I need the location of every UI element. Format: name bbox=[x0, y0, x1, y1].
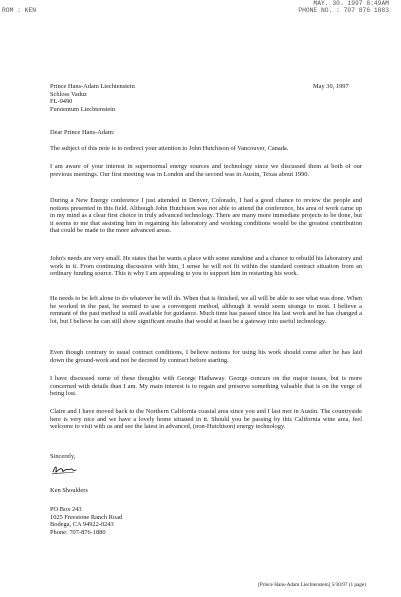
signer-name: Ken Shoulders bbox=[50, 487, 88, 494]
fax-phone: PHONE NO. : 707 876 1883 bbox=[298, 7, 389, 14]
handwritten-signature bbox=[50, 462, 80, 478]
paragraph: I have discussed some of these thoughts with George Hathaway. George concurs on the major issues, but is more concerned with details than I am. My main interest is to regain and preserve something valuable that is on the verge of being lost. bbox=[50, 375, 362, 398]
closing: Sincerely, bbox=[50, 453, 76, 460]
contact-line: 1025 Freestone Ranch Road bbox=[50, 513, 123, 521]
contact-block bbox=[50, 506, 122, 536]
paragraph: I am aware of your interest in supernormal energy sources and technology since we discussed them at both of our previous meetings. Our first meeting was in London and the second was in Austin, Texas about 1990. bbox=[50, 163, 362, 178]
paragraph: He needs to be left alone to do whatever he will do. When that is finished, we all will be able to see what was done. When he worked in the past, he seemed to use a convergent method, although it would seem strange to most. I believe a remnant of the past method is still available for guidance. Much time has passed since his last work and he has changed a lot, but I believe he can still show significant results that would at least be a gateway into useful technology. bbox=[50, 295, 362, 325]
paragraph: Even though contrary to usual contract conditions, I believe notions for using his work should come after he has laid down the ground-work and not be decreed by contract before starting. bbox=[50, 349, 362, 364]
paragraph: During a New Energy conference I just attended in Denver, Colorado, I had a good chance to review the people and notions presented in this field. Although John Hutchison was not able to attend the conference, his area of work came up in my mind as a clear first choice in truly advanced technology. There are many more immediate projects to be done, but it seems to me that assisting him in regaining his laboratory and working conditions would be the greatest contribution that could be made to the more advanced areas. bbox=[50, 197, 362, 235]
salutation: Dear Prince Hans-Adam: bbox=[50, 129, 115, 136]
recipient-address bbox=[50, 83, 135, 113]
recipient-line: Furstentum Liechtenstein bbox=[50, 105, 116, 113]
paragraph: John's needs are very small. He states that he wants a place with some sunshine and a chance to rebuild his laboratory and work in it. From continuing discussion with him, I sense he will not fit within the standard contract situation from an ordinary funding source. This is why I am appealing to you to support him in restarting his work. bbox=[50, 255, 362, 278]
contact-line: PO Box 243 bbox=[50, 506, 82, 513]
page-footer: [Prince Hans-Adam Liechtenstein] 5/30/97 (1 page) bbox=[258, 582, 366, 588]
paragraph: Claire and I have moved back to the Northern California coastal area since you and I last met in Austin. The countryside here is very nice and we have a lovely home situated in it. Should you be passing by this California wine area, feel welcome to visit with us and see the latest in advanced, (non-Hutchison) energy technology. bbox=[50, 408, 362, 431]
contact-line: Phone: 707-876-1880 bbox=[50, 528, 106, 536]
fax-from: ROM : KEN bbox=[2, 7, 37, 14]
fax-header bbox=[0, 0, 401, 20]
fax-date-time: MAY. 30. 1997 8:49AM bbox=[313, 0, 389, 7]
contact-line: Bodega, CA 94922-0243 bbox=[50, 521, 114, 529]
letter-date: May 30, 1997 bbox=[313, 83, 349, 90]
recipient-line: Schloss Vaduz bbox=[50, 90, 87, 98]
recipient-line: FL-9490 bbox=[50, 98, 73, 106]
paragraph: The subject of this note is to redirect your attention to John Hutchison of Vancouver, Canada. bbox=[50, 145, 289, 152]
recipient-line: Prince Hans-Adam Liechtenstein bbox=[50, 83, 135, 90]
